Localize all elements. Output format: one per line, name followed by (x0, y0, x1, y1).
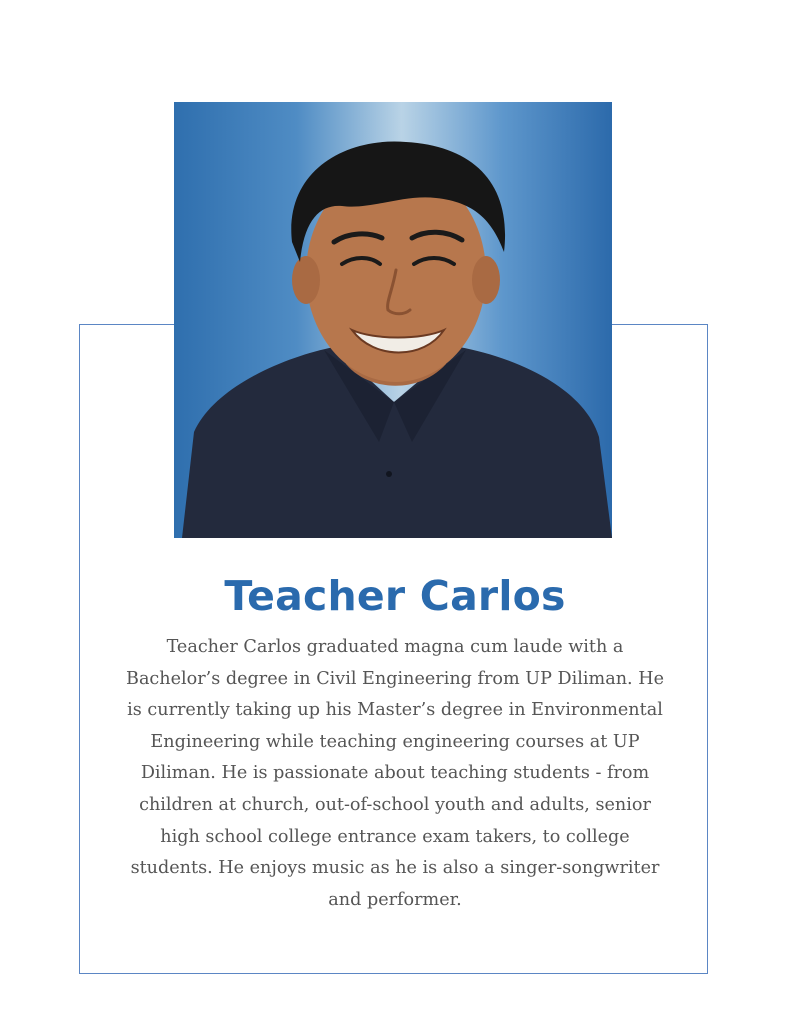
teacher-portrait-photo (174, 102, 612, 538)
teacher-name-heading: Teacher Carlos (224, 572, 566, 620)
portrait-illustration (174, 102, 612, 538)
teacher-bio-text: Teacher Carlos graduated magna cum laude with a Bachelor’s degree in Civil Engineering from UP Diliman. He is currently taking up his Master’s degree in Environmental Engineering while teaching engineering courses at UP Diliman. He is passionate about teaching students - from children at church, out-of-school youth and adults, senior high school college entrance exam takers, to college students. He enjoys music as he is also a singer-songwriter and performer. (126, 637, 664, 910)
